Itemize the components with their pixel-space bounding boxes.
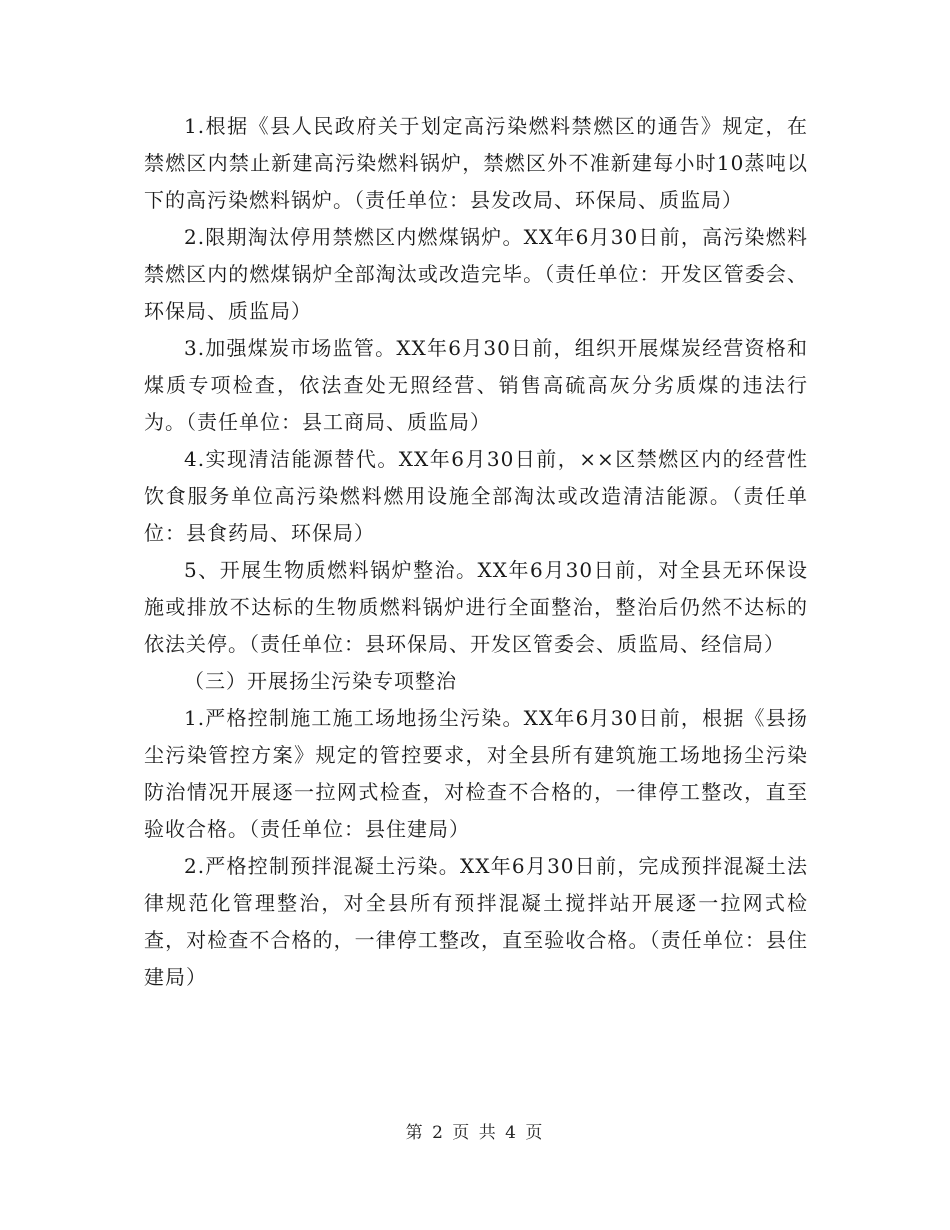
paragraph-construction-dust: 1.严格控制施工施工场地扬尘污染。XX年6月30日前，根据《县扬尘污染管控方案》规定的管控要求，对全县所有建筑施工场地扬尘污染防治情况开展逐一拉网式检查，对检查不合格的，一律停工整改，直至验收合格。（责任单位：县住建局） [144, 706, 808, 841]
paragraph-coal-market-supervision: 3.加强煤炭市场监管。XX年6月30日前，组织开展煤炭经营资格和煤质专项检查，依法查处无照经营、销售高硫高灰分劣质煤的违法行为。（责任单位：县工商局、质监局） [144, 336, 808, 434]
paragraph-boiler-ban: 1.根据《县人民政府关于划定高污染燃料禁燃区的通告》规定，在禁燃区内禁止新建高污染燃料锅炉，禁燃区外不准新建每小时10蒸吨以下的高污染燃料锅炉。（责任单位：县发改局、环保局、质监局） [144, 114, 808, 212]
page-number: 第 2 页 共 4 页 [405, 1123, 545, 1143]
paragraph-biomass-boiler: 5、开展生物质燃料锅炉整治。XX年6月30日前，对全县无环保设施或排放不达标的生物质燃料锅炉进行全面整治，整治后仍然不达标的依法关停。（责任单位：县环保局、开发区管委会、质监局、经信局） [144, 558, 808, 656]
paragraph-coal-boiler-phaseout: 2.限期淘汰停用禁燃区内燃煤锅炉。XX年6月30日前，高污染燃料禁燃区内的燃煤锅炉全部淘汰或改造完毕。（责任单位：开发区管委会、环保局、质监局） [144, 225, 808, 323]
paragraph-concrete: 2.严格控制预拌混凝土污染。XX年6月30日前，完成预拌混凝土法律规范化管理整治，对全县所有预拌混凝土搅拌站开展逐一拉网式检查，对检查不合格的，一律停工整改，直至验收合格。（责任单位：县住建局） [144, 854, 808, 989]
section-heading-dust: （三）开展扬尘污染专项整治 [184, 669, 457, 693]
document-body [144, 108, 808, 996]
paragraph-clean-energy: 4.实现清洁能源替代。XX年6月30日前，××区禁燃区内的经营性饮食服务单位高污染燃料燃用设施全部淘汰或改造清洁能源。（责任单位：县食药局、环保局） [144, 447, 808, 545]
